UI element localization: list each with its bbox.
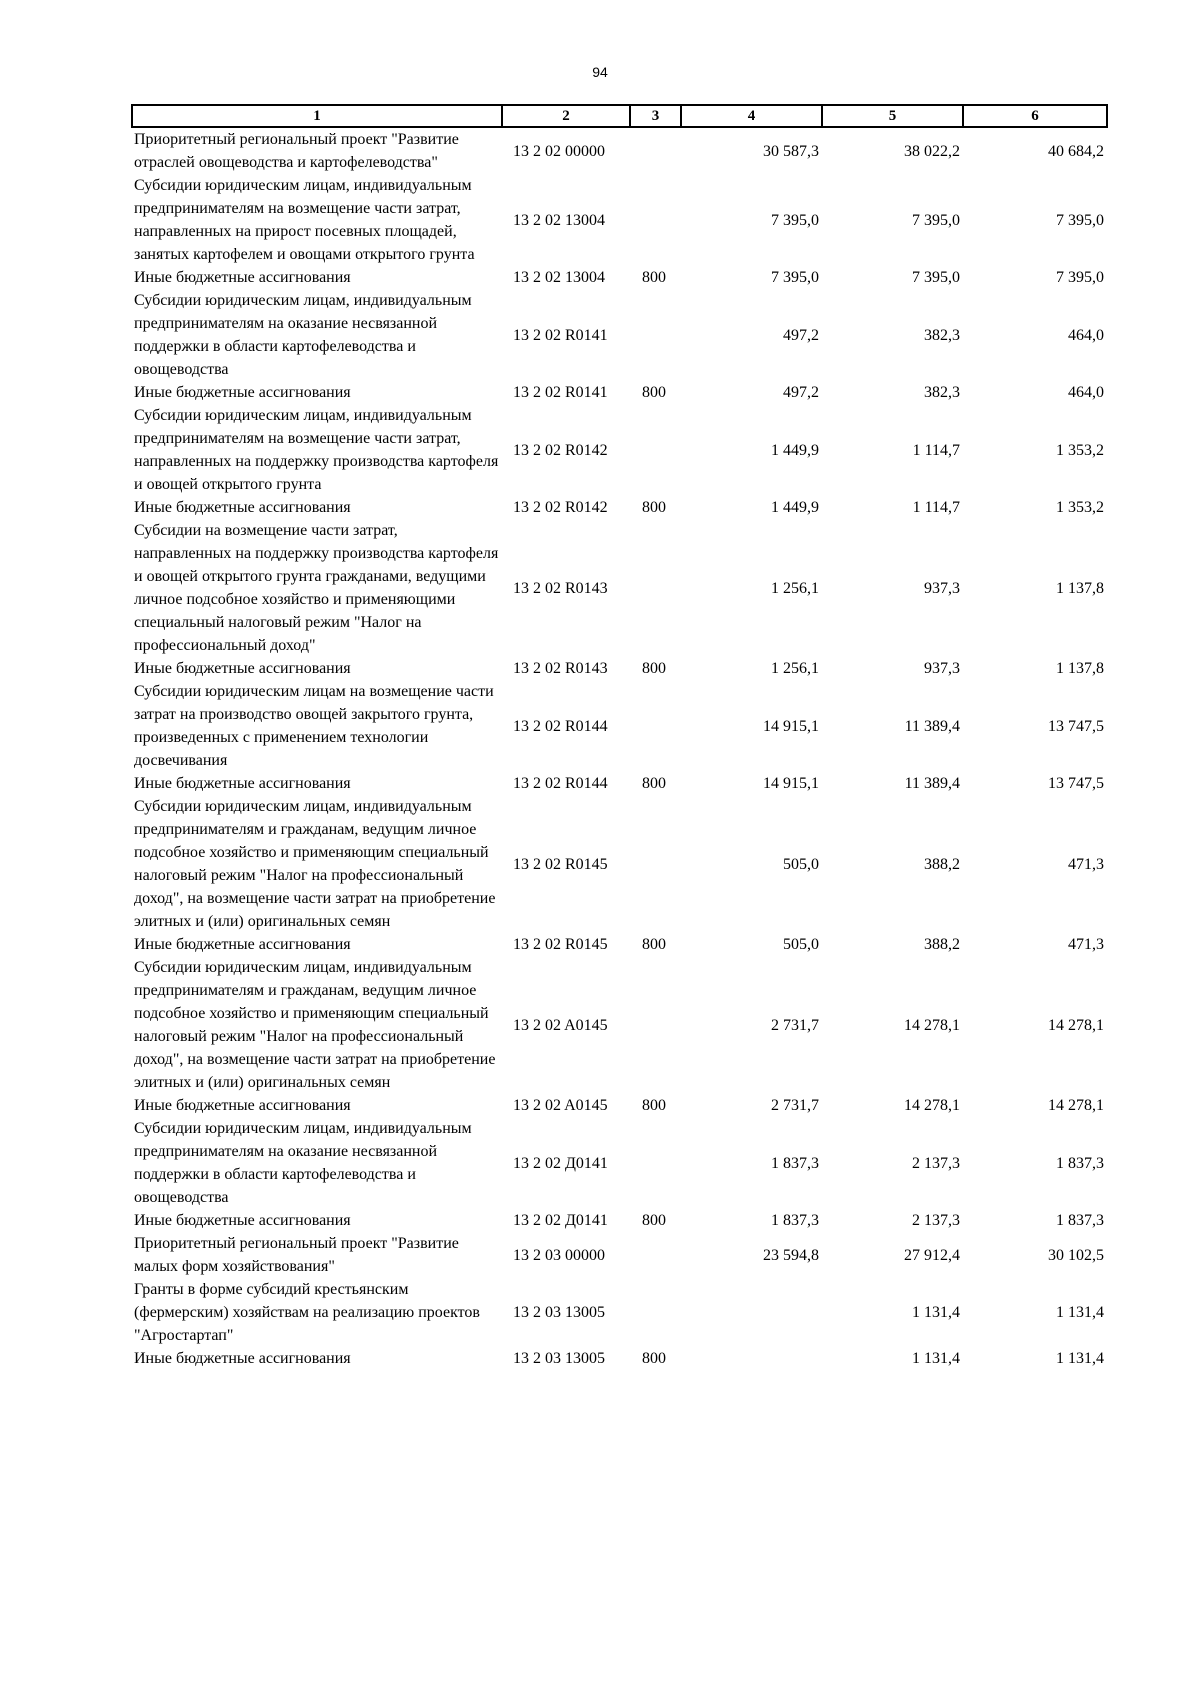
row-expense-type: 800 [642,775,666,792]
row-value-col-4: 1 449,9 [771,441,819,459]
row-code: 13 2 02 A0145 [513,1097,608,1114]
row-value-col-4: 1 256,1 [771,579,819,597]
row-name: Иные бюджетные ассигнования [134,269,351,286]
page-number: 94 [592,64,608,80]
row-value-col-5: 14 278,1 [904,1016,960,1034]
row-expense-type [630,680,681,772]
table-row [132,1232,1107,1278]
row-value-col-6: 14 278,1 [1048,1097,1104,1114]
row-code: 13 2 03 13005 [513,1350,605,1367]
row-expense-type: 800 [642,384,666,401]
row-name: Субсидии юридическим лицам, индивидуальным предпринимателям на возмещение части затрат, направленных на поддержку производства картофеля и овощей открытого грунта [134,407,499,493]
table-row [132,496,1107,519]
row-name: Субсидии юридическим лицам, индивидуальным предпринимателям и гражданам, ведущим личное подсобное хозяйство и применяющим специальный налоговый режим "Налог на профессиональный доход", на возмещение части затрат на приобретение элитных и (или) оригинальных семян [134,798,496,930]
row-value-col-4: 2 731,7 [771,1016,819,1034]
row-name: Иные бюджетные ассигнования [134,499,351,516]
row-expense-type [630,1278,681,1347]
row-expense-type: 800 [642,499,666,516]
row-value-col-5: 7 395,0 [912,269,960,286]
row-expense-type [630,289,681,381]
row-code: 13 2 02 R0145 [513,936,608,953]
row-value-col-5: 27 912,4 [904,1246,960,1264]
header-col-4: 4 [681,105,822,127]
table-row [132,772,1107,795]
row-name: Гранты в форме субсидий крестьянским (фермерским) хозяйствам на реализацию проектов "Агростартап" [134,1281,480,1344]
row-value-col-4: 1 449,9 [771,499,819,516]
row-name: Иные бюджетные ассигнования [134,660,351,677]
row-name: Субсидии юридическим лицам, индивидуальным предпринимателям на возмещение части затрат, направленных на прирост посевных площадей, занятых картофелем и овощами открытого грунта [134,177,475,263]
table-header-row [132,105,1107,127]
header-col-2: 2 [502,105,630,127]
row-code: 13 2 02 R0144 [513,775,608,792]
header-col-3: 3 [630,105,681,127]
table-row [132,404,1107,496]
row-value-col-5: 2 137,3 [912,1154,960,1172]
row-value-col-6: 471,3 [1068,855,1104,873]
row-expense-type: 800 [642,1097,666,1114]
header-col-5: 5 [822,105,963,127]
row-name: Иные бюджетные ассигнования [134,936,351,953]
table-row [132,795,1107,933]
table-row [132,381,1107,404]
row-expense-type [630,519,681,657]
header-col-6: 6 [963,105,1107,127]
row-code: 13 2 02 R0142 [513,499,608,516]
table-row [132,1347,1107,1370]
row-expense-type [630,174,681,266]
row-value-col-6: 1 837,3 [1056,1154,1104,1172]
row-value-col-6: 1 837,3 [1056,1212,1104,1229]
row-code: 13 2 03 00000 [513,1246,605,1264]
table-row [132,933,1107,956]
row-value-col-4: 14 915,1 [763,775,819,792]
table-row [132,266,1107,289]
row-name: Субсидии юридическим лицам, индивидуальным предпринимателям на оказание несвязанной поддержки в области картофелеводства и овощеводства [134,1120,472,1206]
row-code: 13 2 02 R0141 [513,384,608,401]
row-value-col-5: 937,3 [924,579,960,597]
header-col-1: 1 [132,105,502,127]
row-value-col-4: 1 837,3 [771,1154,819,1172]
table-row [132,127,1107,174]
row-value-col-6: 7 395,0 [1056,269,1104,286]
row-name: Приоритетный региональный проект "Развитие малых форм хозяйствования" [134,1235,459,1275]
row-name: Субсидии юридическим лицам, индивидуальным предпринимателям на оказание несвязанной поддержки в области картофелеводства и овощеводства [134,292,472,378]
budget-table [131,104,1108,1370]
row-name: Субсидии юридическим лицам, индивидуальным предпринимателям и гражданам, ведущим личное подсобное хозяйство и применяющим специальный налоговый режим "Налог на профессиональный доход", на возмещение части затрат на приобретение элитных и (или) оригинальных семян [134,959,496,1091]
row-value-col-6: 40 684,2 [1048,142,1104,160]
row-value-col-4: 30 587,3 [763,142,819,160]
row-name: Иные бюджетные ассигнования [134,1097,351,1114]
row-value-col-6: 1 353,2 [1056,499,1104,516]
row-value-col-4: 2 731,7 [771,1097,819,1114]
row-value-col-6: 464,0 [1068,384,1104,401]
row-code: 13 2 02 Д0141 [513,1212,608,1229]
table-row [132,657,1107,680]
row-expense-type [630,956,681,1094]
row-value-col-6: 471,3 [1068,936,1104,953]
row-value-col-5: 388,2 [924,855,960,873]
table-row [132,1094,1107,1117]
row-code: 13 2 02 13004 [513,269,605,286]
row-value-col-4: 497,2 [783,326,819,344]
row-expense-type: 800 [642,936,666,953]
row-value-col-5: 388,2 [924,936,960,953]
row-value-col-4: 7 395,0 [771,211,819,229]
row-name: Субсидии юридическим лицам на возмещение части затрат на производство овощей закрытого грунта, произведенных с применением технологии досвечивания [134,683,494,769]
row-code: 13 2 02 13004 [513,211,605,229]
row-value-col-5: 38 022,2 [904,142,960,160]
row-expense-type [630,1232,681,1278]
row-value-col-5: 937,3 [924,660,960,677]
row-value-col-6: 30 102,5 [1048,1246,1104,1264]
row-value-col-6: 1 353,2 [1056,441,1104,459]
row-value-col-6: 7 395,0 [1056,211,1104,229]
row-value-col-4: 23 594,8 [763,1246,819,1264]
row-expense-type: 800 [642,269,666,286]
row-code: 13 2 02 Д0141 [513,1154,608,1172]
row-value-col-5: 1 131,4 [912,1304,960,1321]
row-expense-type: 800 [642,660,666,677]
row-expense-type: 800 [642,1350,666,1367]
row-name: Иные бюджетные ассигнования [134,384,351,401]
row-value-col-4: 497,2 [783,384,819,401]
table-row [132,680,1107,772]
row-value-col-6: 1 131,4 [1056,1304,1104,1321]
row-value-col-5: 382,3 [924,384,960,401]
row-expense-type [630,1117,681,1209]
row-code: 13 2 02 A0145 [513,1016,608,1034]
row-value-col-5: 11 389,4 [904,717,960,735]
row-value-col-6: 13 747,5 [1048,717,1104,735]
row-name: Иные бюджетные ассигнования [134,1212,351,1229]
row-code: 13 2 02 R0142 [513,441,608,459]
row-value-col-6: 1 131,4 [1056,1350,1104,1367]
row-code: 13 2 02 R0143 [513,660,608,677]
row-value-col-5: 7 395,0 [912,211,960,229]
row-name: Приоритетный региональный проект "Развитие отраслей овощеводства и картофелеводства" [134,131,459,171]
row-name: Иные бюджетные ассигнования [134,1350,351,1367]
row-code: 13 2 03 13005 [513,1304,605,1321]
row-value-col-5: 1 131,4 [912,1350,960,1367]
row-value-col-5: 1 114,7 [912,441,960,459]
row-value-col-5: 382,3 [924,326,960,344]
table-row [132,1209,1107,1232]
row-name: Субсидии на возмещение части затрат, направленных на поддержку производства картофеля и овощей открытого грунта гражданами, ведущими личное подсобное хозяйство и применяющими специальный налоговый режим "Налог на профессиональный доход" [134,522,499,654]
row-code: 13 2 02 00000 [513,142,605,160]
row-expense-type [630,795,681,933]
table-row [132,289,1107,381]
row-value-col-6: 1 137,8 [1056,579,1104,597]
row-value-col-4 [681,1347,822,1370]
row-expense-type: 800 [642,1212,666,1229]
row-value-col-6: 13 747,5 [1048,775,1104,792]
row-value-col-4: 505,0 [783,855,819,873]
row-expense-type [630,127,681,174]
row-value-col-6: 464,0 [1068,326,1104,344]
row-name: Иные бюджетные ассигнования [134,775,351,792]
row-code: 13 2 02 R0143 [513,579,608,597]
row-value-col-4: 14 915,1 [763,717,819,735]
row-value-col-6: 1 137,8 [1056,660,1104,677]
row-value-col-5: 2 137,3 [912,1212,960,1229]
row-value-col-5: 11 389,4 [904,775,960,792]
row-value-col-4: 1 256,1 [771,660,819,677]
table-row [132,174,1107,266]
table-body [132,127,1107,1370]
row-value-col-4: 505,0 [783,936,819,953]
row-expense-type [630,404,681,496]
row-value-col-6: 14 278,1 [1048,1016,1104,1034]
row-value-col-5: 14 278,1 [904,1097,960,1114]
table-row [132,1278,1107,1347]
row-value-col-4: 7 395,0 [771,269,819,286]
row-value-col-4 [681,1278,822,1347]
table-row [132,956,1107,1094]
table-header [132,105,1107,127]
table-row [132,1117,1107,1209]
table-row [132,519,1107,657]
row-value-col-5: 1 114,7 [912,499,960,516]
row-value-col-4: 1 837,3 [771,1212,819,1229]
row-code: 13 2 02 R0141 [513,326,608,344]
row-code: 13 2 02 R0145 [513,855,608,873]
row-code: 13 2 02 R0144 [513,717,608,735]
